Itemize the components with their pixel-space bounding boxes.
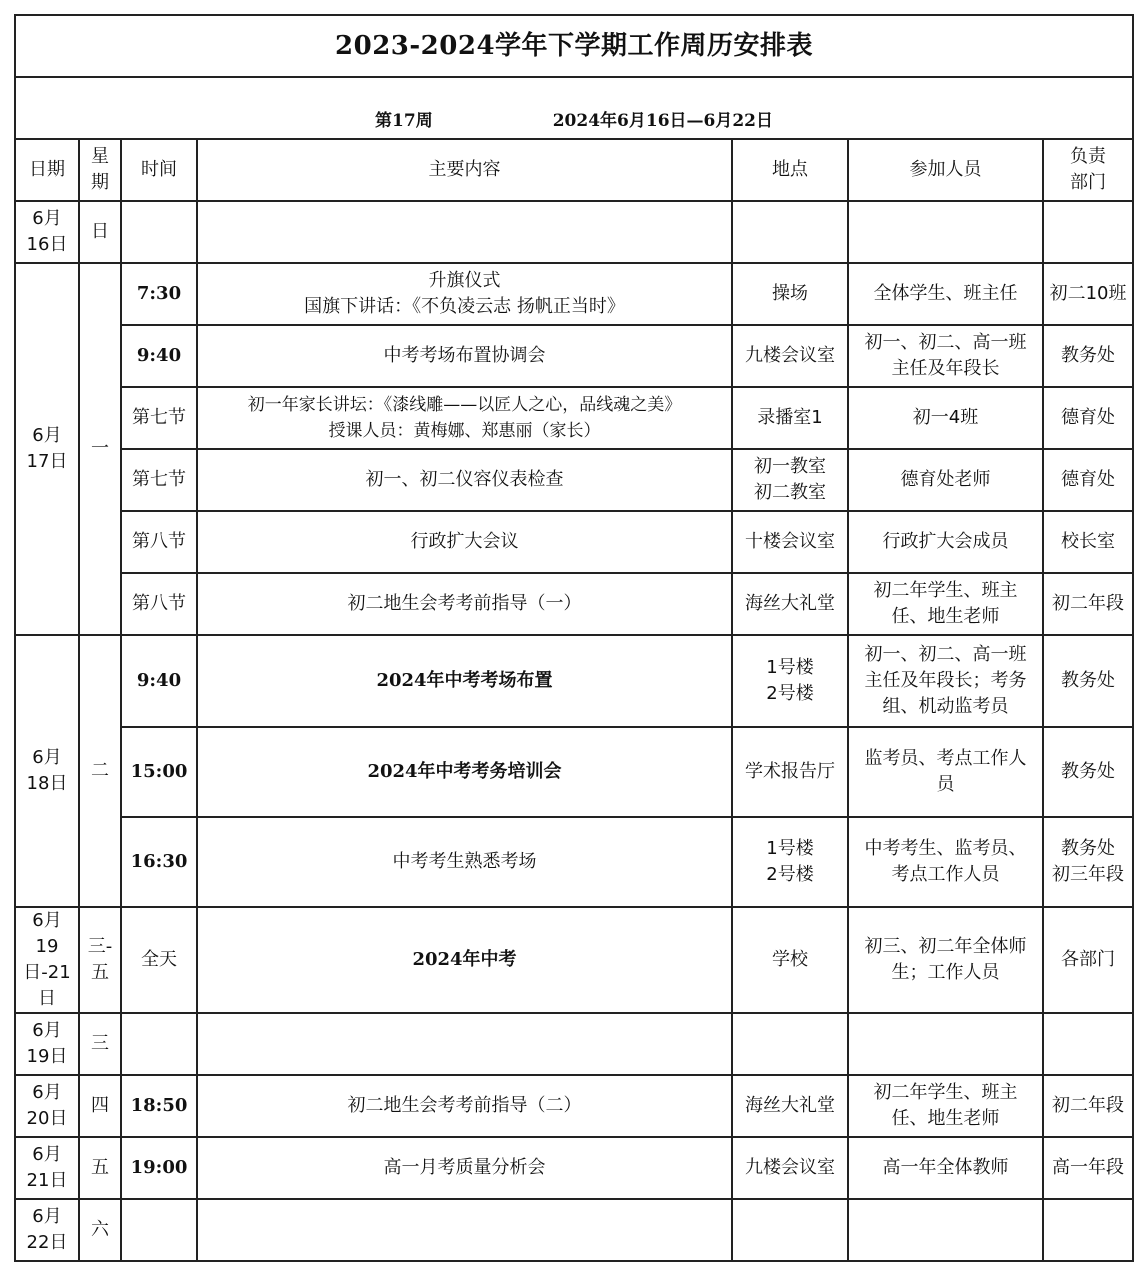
place-cell: 1号楼 2号楼 — [732, 817, 848, 907]
dept-cell — [1043, 201, 1133, 263]
content-cell — [197, 201, 732, 263]
content-cell — [197, 1013, 732, 1075]
date-cell: 6月 18日 — [15, 635, 79, 907]
time-cell — [121, 201, 197, 263]
time-cell — [121, 1013, 197, 1075]
header-row — [15, 139, 1133, 201]
people-cell: 初二年学生、班主 任、地生老师 — [848, 573, 1043, 635]
people-cell: 全体学生、班主任 — [848, 263, 1043, 325]
dept-cell: 初二年段 — [1043, 573, 1133, 635]
dept-cell: 初二10班 — [1043, 263, 1133, 325]
time-cell: 第八节 — [121, 573, 197, 635]
time-cell: 第七节 — [121, 387, 197, 449]
content-cell: 行政扩大会议 — [197, 511, 732, 573]
place-cell: 九楼会议室 — [732, 325, 848, 387]
header-time: 时间 — [121, 139, 197, 201]
weekday-cell: 四 — [79, 1075, 121, 1137]
table-row — [15, 201, 1133, 263]
dept-cell: 德育处 — [1043, 387, 1133, 449]
time-cell: 全天 — [121, 907, 197, 1013]
dept-cell: 教务处 — [1043, 325, 1133, 387]
header-place: 地点 — [732, 139, 848, 201]
time-cell: 15:00 — [121, 727, 197, 817]
place-cell: 学术报告厅 — [732, 727, 848, 817]
table-row — [15, 907, 1133, 1013]
time-cell: 18:50 — [121, 1075, 197, 1137]
dept-cell: 校长室 — [1043, 511, 1133, 573]
people-cell: 初一、初二、高一班 主任及年段长 — [848, 325, 1043, 387]
time-cell: 第八节 — [121, 511, 197, 573]
content-cell: 初二地生会考考前指导（二） — [197, 1075, 732, 1137]
time-cell: 7:30 — [121, 263, 197, 325]
header-dept: 负责 部门 — [1043, 139, 1133, 201]
table-row — [15, 325, 1133, 387]
date-cell: 6月 19日-21 日 — [15, 907, 79, 1013]
table-row — [15, 817, 1133, 907]
table-row — [15, 387, 1133, 449]
table-row — [15, 1013, 1133, 1075]
place-cell: 操场 — [732, 263, 848, 325]
table-row — [15, 1075, 1133, 1137]
weekday-cell: 二 — [79, 635, 121, 907]
time-cell: 9:40 — [121, 325, 197, 387]
weekday-cell: 五 — [79, 1137, 121, 1199]
header-people: 参加人员 — [848, 139, 1043, 201]
dept-cell: 教务处 — [1043, 635, 1133, 727]
people-cell: 初一4班 — [848, 387, 1043, 449]
place-cell: 九楼会议室 — [732, 1137, 848, 1199]
content-cell: 中考考生熟悉考场 — [197, 817, 732, 907]
content-cell: 初一年家长讲坛：《漆线雕——以匠人之心，品线魂之美》 授课人员：黄梅娜、郑惠丽（家长） — [197, 387, 732, 449]
place-cell: 海丝大礼堂 — [732, 1075, 848, 1137]
place-cell: 1号楼 2号楼 — [732, 635, 848, 727]
weekday-cell: 日 — [79, 201, 121, 263]
time-cell: 19:00 — [121, 1137, 197, 1199]
place-cell: 录播室1 — [732, 387, 848, 449]
table-row — [15, 449, 1133, 511]
header-date: 日期 — [15, 139, 79, 201]
people-cell: 初二年学生、班主 任、地生老师 — [848, 1075, 1043, 1137]
content-cell: 初一、初二仪容仪表检查 — [197, 449, 732, 511]
schedule-table — [14, 14, 1134, 1262]
weekday-cell: 三- 五 — [79, 907, 121, 1013]
people-cell: 初一、初二、高一班 主任及年段长；考务 组、机动监考员 — [848, 635, 1043, 727]
dept-cell: 初二年段 — [1043, 1075, 1133, 1137]
people-cell — [848, 1013, 1043, 1075]
header-content: 主要内容 — [197, 139, 732, 201]
time-cell: 9:40 — [121, 635, 197, 727]
week-subtitle — [15, 77, 1133, 139]
date-cell: 6月 19日 — [15, 1013, 79, 1075]
people-cell — [848, 201, 1043, 263]
dept-cell: 德育处 — [1043, 449, 1133, 511]
date-cell: 6月 20日 — [15, 1075, 79, 1137]
date-cell: 6月 22日 — [15, 1199, 79, 1261]
place-cell: 海丝大礼堂 — [732, 573, 848, 635]
weekday-cell: 三 — [79, 1013, 121, 1075]
dept-cell — [1043, 1013, 1133, 1075]
people-cell: 中考考生、监考员、 考点工作人员 — [848, 817, 1043, 907]
date-cell: 6月 16日 — [15, 201, 79, 263]
place-cell — [732, 1199, 848, 1261]
people-cell: 监考员、考点工作人 员 — [848, 727, 1043, 817]
weekday-cell: 一 — [79, 263, 121, 635]
week-number: 第17周 — [375, 111, 433, 131]
date-range: 2024年6月16日—6月22日 — [552, 111, 774, 131]
place-cell: 初一教室 初二教室 — [732, 449, 848, 511]
date-cell: 6月 17日 — [15, 263, 79, 635]
table-row — [15, 263, 1133, 325]
people-cell — [848, 1199, 1043, 1261]
time-cell: 16:30 — [121, 817, 197, 907]
dept-cell: 高一年段 — [1043, 1137, 1133, 1199]
place-cell: 学校 — [732, 907, 848, 1013]
place-cell — [732, 201, 848, 263]
weekday-cell: 六 — [79, 1199, 121, 1261]
people-cell: 行政扩大会成员 — [848, 511, 1043, 573]
people-cell: 德育处老师 — [848, 449, 1043, 511]
place-cell — [732, 1013, 848, 1075]
page-title: 2023-2024学年下学期工作周历安排表 — [15, 15, 1133, 77]
dept-cell — [1043, 1199, 1133, 1261]
content-cell: 2024年中考考务培训会 — [197, 727, 732, 817]
time-cell: 第七节 — [121, 449, 197, 511]
table-row — [15, 573, 1133, 635]
content-cell: 2024年中考 — [197, 907, 732, 1013]
dept-cell: 各部门 — [1043, 907, 1133, 1013]
date-cell: 6月 21日 — [15, 1137, 79, 1199]
content-cell: 2024年中考考场布置 — [197, 635, 732, 727]
time-cell — [121, 1199, 197, 1261]
table-row — [15, 511, 1133, 573]
people-cell: 高一年全体教师 — [848, 1137, 1043, 1199]
content-cell — [197, 1199, 732, 1261]
table-row — [15, 727, 1133, 817]
content-cell: 中考考场布置协调会 — [197, 325, 732, 387]
dept-cell: 教务处 — [1043, 727, 1133, 817]
table-row — [15, 1199, 1133, 1261]
people-cell: 初三、初二年全体师 生；工作人员 — [848, 907, 1043, 1013]
content-cell: 升旗仪式 国旗下讲话：《不负凌云志 扬帆正当时》 — [197, 263, 732, 325]
table-row — [15, 1137, 1133, 1199]
content-cell: 初二地生会考考前指导（一） — [197, 573, 732, 635]
place-cell: 十楼会议室 — [732, 511, 848, 573]
header-weekday: 星期 — [79, 139, 121, 201]
dept-cell: 教务处 初三年段 — [1043, 817, 1133, 907]
schedule-sheet — [14, 14, 1132, 1262]
content-cell: 高一月考质量分析会 — [197, 1137, 732, 1199]
table-row — [15, 635, 1133, 727]
